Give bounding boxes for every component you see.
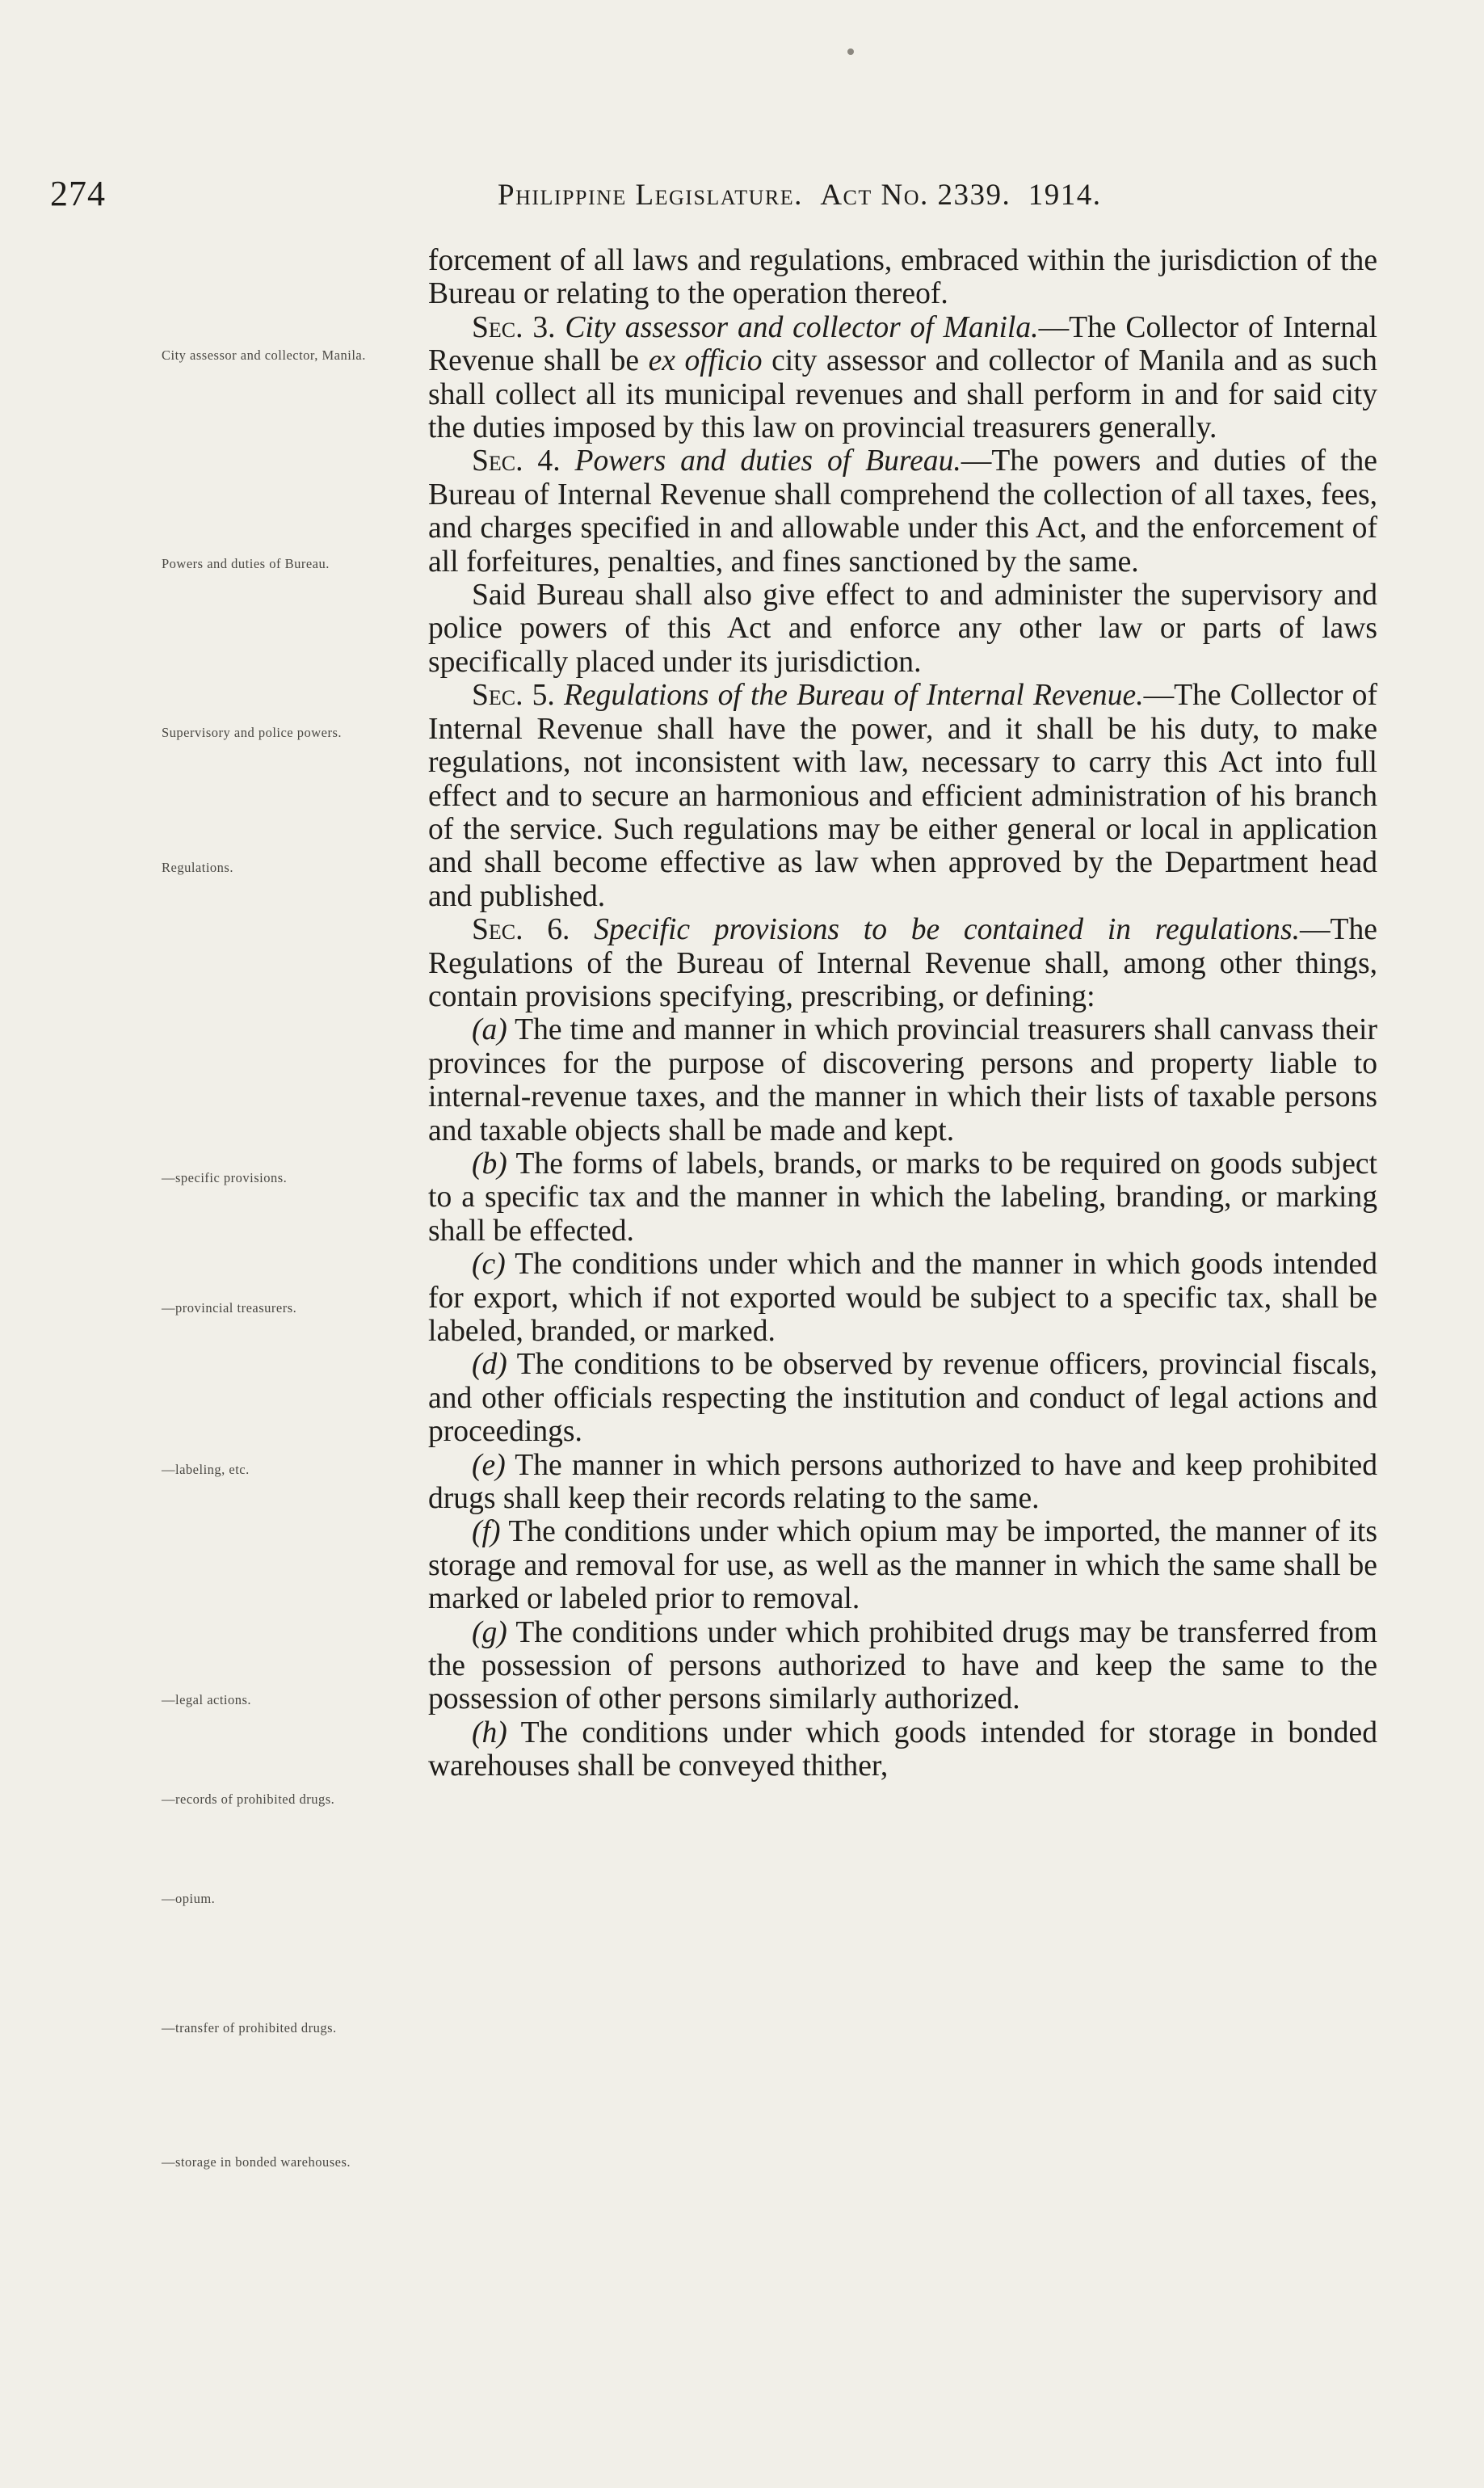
margin-note-opium: —opium. [162, 1891, 216, 1906]
section-3-heading: City assessor and collector of Manila. [565, 310, 1039, 344]
clause-e-label: (e) [472, 1448, 506, 1482]
margin-note-specific: —specific provisions. [162, 1170, 288, 1185]
clause-a-text: The time and manner in which provincial treasurers shall canvass their provinces for the purpose of discovering persons and property liable to internal-revenue taxes, and the manner in which their lists of taxable persons and taxable objects shall be made and kept. [428, 1013, 1377, 1147]
clause-e [428, 1449, 1377, 1516]
section-6-label: Sec. 6. [472, 913, 570, 947]
section-3-text-b: city assessor and collector of Manila and as such shall collect all its municipal revenues and shall perform in and for said city the duties imposed by this law on provincial treasurers generally. [428, 344, 1377, 445]
section-3-text-a: —The Collector of Internal Revenue shall be [428, 310, 1377, 378]
margin-note-supervisory: Supervisory and police powers. [162, 725, 343, 740]
section-4-heading: Powers and duties of Bureau. [574, 444, 961, 478]
margin-note-storage: —storage in bonded warehouses. [162, 2154, 351, 2170]
body-text [428, 244, 1377, 1783]
clause-h-text: The conditions under which goods intended for storage in bonded warehouses shall be conveyed thither, [428, 1715, 1377, 1783]
margin-note-transfer: —transfer of prohibited drugs. [162, 2020, 337, 2035]
clause-f-text: The conditions under which opium may be imported, the manner of its storage and removal for use, as well as the manner in which the same shall be marked or labeled prior to removal. [428, 1515, 1378, 1616]
clause-a [428, 1013, 1377, 1147]
section-4-label: Sec. 4. [472, 444, 561, 478]
running-head-year: 1914. [1028, 179, 1102, 212]
clause-c [428, 1248, 1377, 1348]
section-6 [428, 913, 1377, 1013]
section-6-text: —The Regulations of the Bureau of Internal Revenue shall, among other things, contain provisions specifying, prescribing, or defining: [428, 913, 1377, 1013]
margin-note-labeling: —labeling, etc. [162, 1462, 250, 1477]
clause-b [428, 1147, 1377, 1248]
running-head-title: Philippine Legislature. [498, 179, 803, 212]
margin-note-regulations: Regulations. [162, 860, 233, 875]
clause-c-label: (c) [472, 1248, 506, 1282]
clause-a-label: (a) [472, 1013, 507, 1047]
clause-b-label: (b) [472, 1147, 507, 1181]
clause-g-label: (g) [472, 1615, 507, 1649]
clause-e-text: The manner in which persons authorized to have and keep prohibited drugs shall keep their records relating to the same. [428, 1448, 1378, 1516]
margin-note-city-assessor: City assessor and collector, Manila. [162, 347, 366, 363]
margin-note-powers: Powers and duties of Bureau. [162, 556, 330, 571]
running-head-act: Act No. 2339. [820, 179, 1011, 212]
running-head [498, 178, 1305, 213]
section-5 [428, 679, 1377, 913]
page-number: 274 [50, 174, 106, 213]
clause-f-label: (f) [472, 1515, 501, 1549]
section-5-label: Sec. 5. [472, 679, 555, 713]
clause-g-text: The conditions under which prohibited drugs may be transferred from the possession of persons authorized to have and keep the same to the possession of other persons similarly authorized. [428, 1615, 1377, 1716]
clause-h [428, 1716, 1377, 1783]
section-3-ex-officio: ex officio [648, 344, 763, 378]
section-5-heading: Regulations of the Bureau of Internal Revenue. [563, 679, 1144, 713]
section-4 [428, 444, 1377, 579]
page-speck [847, 48, 854, 55]
margin-note-records: —records of prohibited drugs. [162, 1791, 335, 1807]
paragraph-continuation: forcement of all laws and regulations, embraced within the jurisdiction of the Bureau or relating to the operation thereof. [428, 244, 1377, 311]
section-3 [428, 311, 1377, 445]
section-5-text: —The Collector of Internal Revenue shall have the power, and it shall be his duty, to make regulations, not inconsistent with law, necessary to carry this Act into full effect and to secure an harmonious and efficient administration of his branch of the service. Such regulations may be either general or local in application and shall become effective as law when approved by the Department head and published. [428, 679, 1377, 913]
clause-b-text: The forms of labels, brands, or marks to be required on goods subject to a specific tax and the manner in which the labeling, branding, or marking shall be effected. [428, 1147, 1377, 1248]
clause-d-label: (d) [472, 1348, 507, 1382]
clause-g [428, 1616, 1377, 1716]
section-3-label: Sec. 3. [472, 310, 556, 344]
margin-note-provincial: —provincial treasurers. [162, 1300, 297, 1316]
supervisory-paragraph: Said Bureau shall also give effect to and administer the supervisory and police powers of this Act and enforce any other law or parts of laws specifically placed under its jurisdiction. [428, 579, 1377, 679]
clause-c-text: The conditions under which and the manner in which goods intended for export, which if not exported would be subject to a specific tax, shall be labeled, branded, or marked. [428, 1248, 1377, 1348]
section-4-text: —The powers and duties of the Bureau of Internal Revenue shall comprehend the collection of all taxes, fees, and charges specified in and allowable under this Act, and the enforcement of all forfeitures, penalties, and fines sanctioned by the same. [428, 444, 1377, 579]
clause-f [428, 1515, 1377, 1615]
section-6-heading: Specific provisions to be contained in regulations. [594, 913, 1300, 947]
margin-note-legal: —legal actions. [162, 1692, 252, 1707]
clause-d [428, 1348, 1377, 1448]
clause-h-label: (h) [472, 1715, 507, 1749]
clause-d-text: The conditions to be observed by revenue officers, provincial fiscals, and other officials respecting the institution and conduct of legal actions and proceedings. [428, 1348, 1378, 1449]
